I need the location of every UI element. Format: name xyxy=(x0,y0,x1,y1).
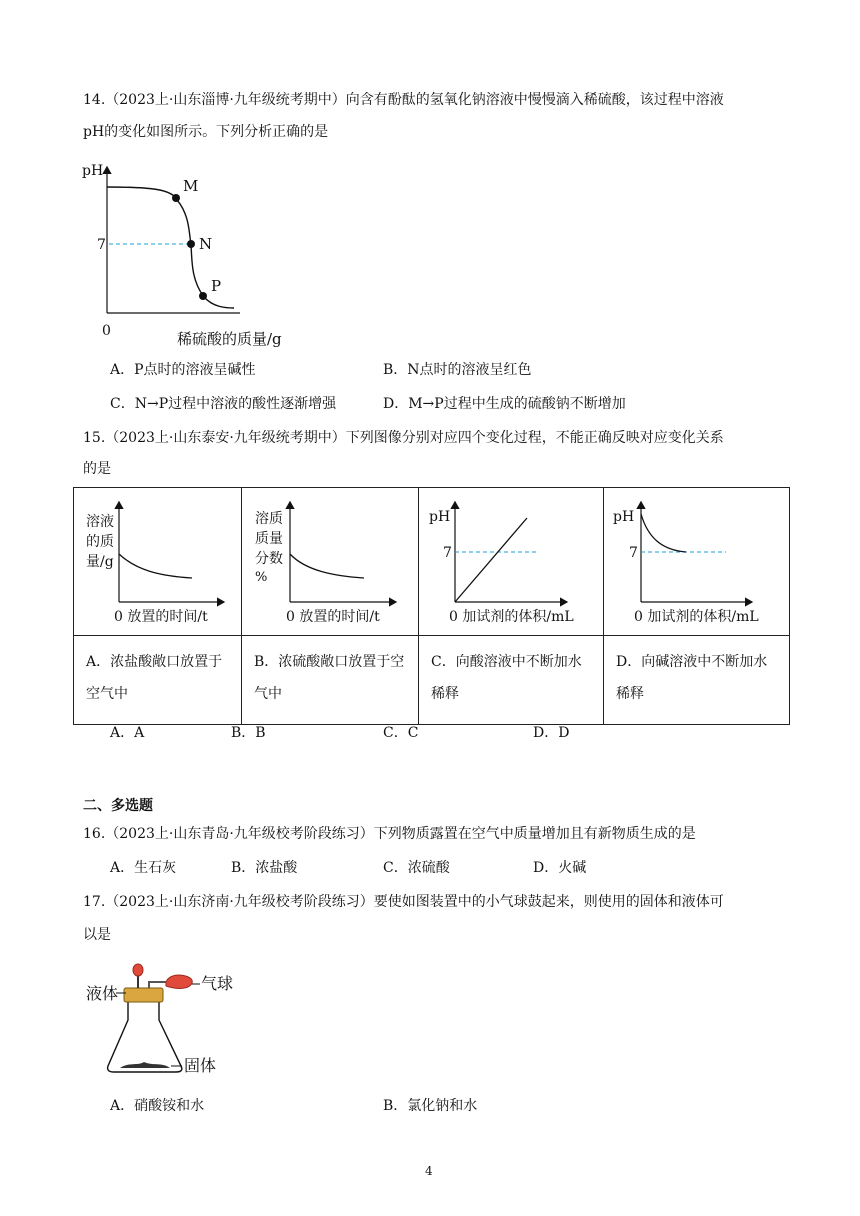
q14-label-n: N xyxy=(199,235,213,253)
q15b-ylabel-3: 分数 xyxy=(255,551,283,567)
q14-stem-line1: 14.（2023上·山东淄博·九年级统考期中）向含有酚酞的氢氧化钠溶液中慢慢滴入稀硫酸，该过程中溶液 xyxy=(83,92,724,108)
q15a-curve xyxy=(119,554,192,578)
q17-flask xyxy=(108,998,182,1072)
q15b-curve xyxy=(290,554,364,578)
q14-option-a[interactable]: A．P点时的溶液呈碱性 xyxy=(110,362,256,378)
q17-label-liquid: 液体 xyxy=(86,984,119,1003)
q15-graph-c xyxy=(419,488,603,633)
q15c-line xyxy=(455,518,527,602)
q15-graph-table xyxy=(73,487,790,725)
q15-caption-d: D．向碱溶液中不断加水稀释 xyxy=(604,636,790,725)
q16-option-d[interactable]: D．火碱 xyxy=(533,860,587,876)
q14-option-d[interactable]: D．M→P过程中生成的硫酸钠不断增加 xyxy=(383,396,626,412)
q15-option-b[interactable]: B．B xyxy=(231,725,266,741)
q15a-xlabel: 0 放置的时间/t xyxy=(114,609,208,625)
q15c-ytick: 7 xyxy=(443,545,452,561)
q17-label-balloon: 气球 xyxy=(201,974,234,993)
q16-option-a[interactable]: A．生石灰 xyxy=(110,860,177,876)
q17-stopper xyxy=(124,988,163,1002)
q15-caption-a: A．浓盐酸敞口放置于空气中 xyxy=(74,636,242,725)
q14-ph-graph xyxy=(80,155,310,350)
q15-caption-c: C．向酸溶液中不断加水稀释 xyxy=(419,636,604,725)
q15a-ylabel-1: 溶液 xyxy=(86,514,114,530)
q15-graph-cell-d xyxy=(604,488,790,636)
q15-stem-line1: 15.（2023上·山东泰安·九年级统考期中）下列图像分别对应四个变化过程，不能正确反映对应变化关系 xyxy=(83,430,724,446)
q14-stem-line2: pH的变化如图所示。下列分析正确的是 xyxy=(83,124,329,140)
q17-balloon xyxy=(166,975,192,988)
q17-dropper-bulb xyxy=(133,964,143,976)
q15-stem-line2: 的是 xyxy=(83,461,111,477)
q15d-ylabel: pH xyxy=(613,509,635,525)
q16-option-b[interactable]: B．浓盐酸 xyxy=(231,860,298,876)
q14-point-m xyxy=(172,194,180,202)
section-title-multiple-choice: 二、多选题 xyxy=(83,798,153,814)
q15b-ylabel-4: % xyxy=(255,570,268,585)
q14-origin: 0 xyxy=(102,323,111,339)
q15-graph-cell-a xyxy=(74,488,242,636)
q16-stem: 16.（2023上·山东青岛·九年级校考阶段练习）下列物质露置在空气中质量增加且有新物质生成的是 xyxy=(83,826,696,842)
q14-option-b[interactable]: B．N点时的溶液呈红色 xyxy=(383,362,532,378)
q15-caption-b: B．浓硫酸敞口放置于空气中 xyxy=(242,636,419,725)
q15a-ylabel-3: 量/g xyxy=(86,554,114,570)
q14-x-label: 稀硫酸的质量/g xyxy=(177,330,282,348)
q15c-xlabel: 0 加试剂的体积/mL xyxy=(449,609,574,625)
q17-stem-line2: 以是 xyxy=(83,927,111,943)
q15-option-a[interactable]: A．A xyxy=(110,725,145,741)
q15b-xlabel: 0 放置的时间/t xyxy=(286,609,380,625)
q17-label-solid: 固体 xyxy=(184,1056,217,1075)
q15a-ylabel-2: 的质 xyxy=(86,534,114,550)
page-number: 4 xyxy=(425,1164,433,1178)
q14-y-tick-7: 7 xyxy=(97,237,106,253)
q15-graph-a xyxy=(74,488,240,633)
q14-point-p xyxy=(199,292,207,300)
q15b-ylabel-2: 质量 xyxy=(255,531,283,547)
q15-graph-b xyxy=(242,488,418,633)
q15d-curve xyxy=(641,514,686,552)
q15-graph-cell-b xyxy=(242,488,419,636)
q14-label-p: P xyxy=(211,277,222,295)
q15-option-d[interactable]: D．D xyxy=(533,725,570,741)
q16-option-c[interactable]: C．浓硫酸 xyxy=(383,860,450,876)
q14-y-label: pH xyxy=(82,163,104,179)
q15d-xlabel: 0 加试剂的体积/mL xyxy=(634,609,759,625)
q17-stem-line1: 17.（2023上·山东济南·九年级校考阶段练习）要使如图装置中的小气球鼓起来，则使用的固体和液体可 xyxy=(83,894,724,910)
q15-option-c[interactable]: C．C xyxy=(383,725,419,741)
q15c-ylabel: pH xyxy=(429,509,451,525)
q15-graph-d xyxy=(604,488,789,633)
q17-apparatus-figure xyxy=(80,958,260,1083)
q17-option-a[interactable]: A．硝酸铵和水 xyxy=(110,1098,205,1114)
q15-graph-cell-c xyxy=(419,488,604,636)
q15d-ytick: 7 xyxy=(629,545,638,561)
q14-point-n xyxy=(187,240,195,248)
q17-option-b[interactable]: B．氯化钠和水 xyxy=(383,1098,478,1114)
q15b-ylabel-1: 溶质 xyxy=(255,511,283,527)
q14-option-c[interactable]: C．N→P过程中溶液的酸性逐渐增强 xyxy=(110,396,337,412)
q14-label-m: M xyxy=(183,177,199,195)
